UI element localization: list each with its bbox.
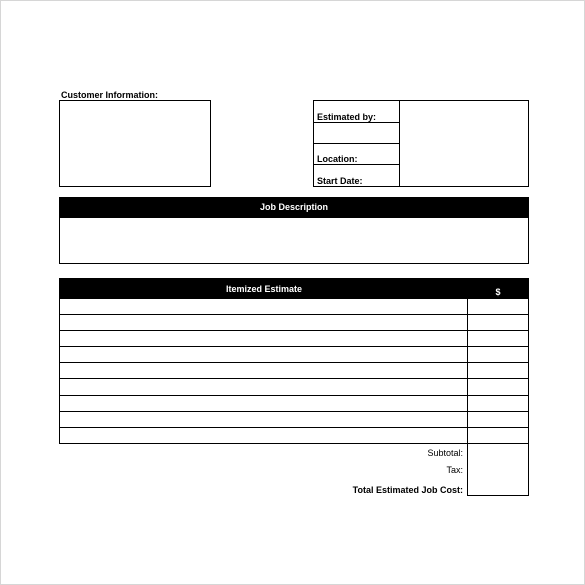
customer-field-3[interactable]	[60, 143, 210, 163]
estimated-by-field[interactable]	[400, 101, 528, 121]
item-description-row-7[interactable]	[60, 396, 466, 410]
estimated-by-field-2[interactable]	[400, 122, 528, 142]
total-estimated-job-cost-field[interactable]	[468, 477, 528, 494]
item-amount-row-7[interactable]	[468, 396, 528, 410]
item-amount-row-4[interactable]	[468, 347, 528, 361]
job-description-line-1[interactable]	[60, 218, 528, 232]
item-description-row-8[interactable]	[60, 412, 466, 426]
job-description-line-3[interactable]	[60, 248, 528, 263]
item-amount-row-8[interactable]	[468, 412, 528, 426]
location-field[interactable]	[400, 143, 528, 163]
item-amount-row-2[interactable]	[468, 315, 528, 329]
itemized-estimate-header: Itemized Estimate	[59, 278, 469, 299]
item-amount-row-1[interactable]	[468, 299, 528, 313]
item-description-row-4[interactable]	[60, 347, 466, 361]
item-description-row-9[interactable]	[60, 428, 466, 442]
location-label: Location:	[317, 154, 358, 164]
item-amount-row-6[interactable]	[468, 379, 528, 394]
subtotal-label: Subtotal:	[427, 448, 463, 458]
item-amount-row-9[interactable]	[468, 428, 528, 442]
item-description-row-5[interactable]	[60, 363, 466, 377]
amount-column-header: $	[467, 278, 529, 299]
estimated-by-label: Estimated by:	[317, 112, 377, 122]
job-description-header: Job Description	[59, 197, 529, 217]
start-date-field[interactable]	[400, 164, 528, 185]
job-description-line-2[interactable]	[60, 233, 528, 247]
start-date-label: Start Date:	[317, 176, 363, 186]
item-description-row-2[interactable]	[60, 315, 466, 329]
total-estimated-job-cost-label: Total Estimated Job Cost:	[352, 485, 463, 495]
item-description-row-6[interactable]	[60, 379, 466, 394]
item-amount-row-3[interactable]	[468, 331, 528, 345]
tax-label: Tax:	[446, 465, 463, 475]
customer-field-1[interactable]	[60, 101, 210, 121]
item-description-row-3[interactable]	[60, 331, 466, 345]
tax-field[interactable]	[468, 460, 528, 476]
customer-field-2[interactable]	[60, 122, 210, 142]
subtotal-field[interactable]	[468, 444, 528, 459]
customer-field-4[interactable]	[60, 164, 210, 185]
item-amount-row-5[interactable]	[468, 363, 528, 377]
customer-information-label: Customer Information:	[61, 90, 159, 100]
item-description-row-1[interactable]	[60, 299, 466, 313]
